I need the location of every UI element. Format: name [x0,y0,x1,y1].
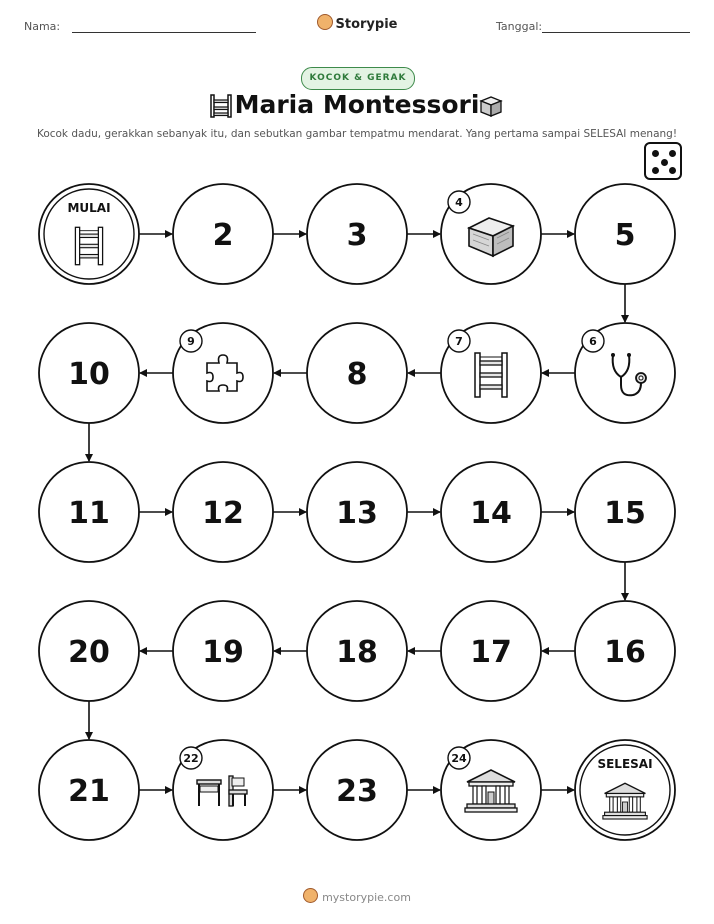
space-label: SELESAI [597,757,653,771]
space-number: 4 [455,196,463,209]
space-number: 2 [212,218,234,253]
space-7[interactable] [441,323,541,423]
space-number: 23 [336,774,378,809]
instructions: Kocok dadu, gerakkan sebanyak itu, dan sebutkan gambar tempatmu mendarat. Yang pertama sampai SELESAI menang! [36,128,678,140]
space-number: 24 [451,752,467,765]
space-number: 6 [589,335,597,348]
space-number: 5 [614,218,636,253]
space-3[interactable] [307,184,407,284]
space-number: 8 [346,357,368,392]
name-label: Nama: [24,20,61,33]
activity-badge: KOCOK & GERAK [301,67,415,90]
space-16[interactable] [575,601,675,701]
space-number: 13 [336,496,378,531]
space-21[interactable] [39,740,139,840]
space-15[interactable] [575,462,675,562]
footer [0,888,714,904]
space-number: 10 [68,357,110,392]
space-number: 15 [604,496,646,531]
space-12[interactable] [173,462,273,562]
space-label: MULAI [67,201,111,215]
space-18[interactable] [307,601,407,701]
space-number: 9 [187,335,195,348]
space-number: 21 [68,774,110,809]
space-finish[interactable] [575,740,675,840]
board-spaces [39,184,675,840]
space-number: 17 [470,635,512,670]
space-8[interactable] [307,323,407,423]
space-11[interactable] [39,462,139,562]
brand-name: Storypie [335,17,398,32]
space-9[interactable] [173,323,273,423]
footer-url: mystorypie.com [322,891,411,904]
space-6[interactable] [575,323,675,423]
space-number: 16 [604,635,646,670]
space-14[interactable] [441,462,541,562]
space-number: 7 [455,335,463,348]
page-title: Maria Montessori [234,90,480,119]
space-number: 20 [68,635,110,670]
space-19[interactable] [173,601,273,701]
space-number: 14 [470,496,512,531]
space-22[interactable] [173,740,273,840]
space-20[interactable] [39,601,139,701]
space-23[interactable] [307,740,407,840]
space-2[interactable] [173,184,273,284]
space-number: 3 [346,218,368,253]
storypie-logo-icon [303,888,318,903]
space-number: 22 [183,752,199,765]
date-label: Tanggal: [496,20,543,33]
space-number: 19 [202,635,244,670]
space-17[interactable] [441,601,541,701]
space-4[interactable] [441,184,541,284]
space-13[interactable] [307,462,407,562]
space-number: 11 [68,496,110,531]
space-number: 18 [336,635,378,670]
space-number: 12 [202,496,244,531]
space-10[interactable] [39,323,139,423]
space-24[interactable] [441,740,541,840]
space-5[interactable] [575,184,675,284]
space-start[interactable] [39,184,139,284]
